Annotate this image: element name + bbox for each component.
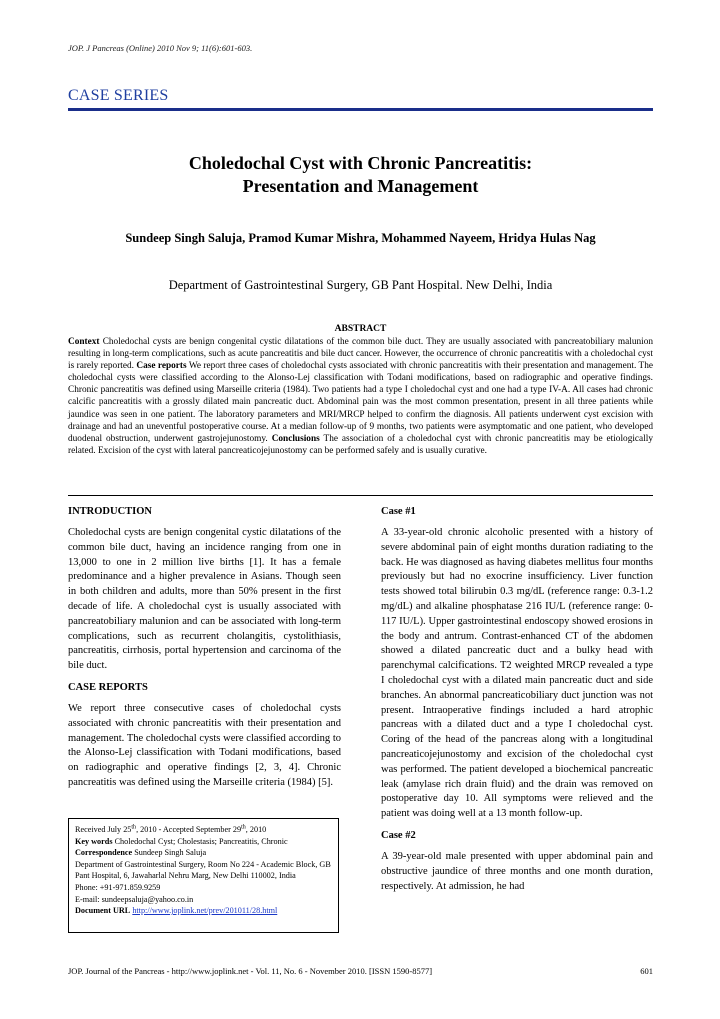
correspondence-address: Department of Gastrointestinal Surgery, Room No 224 - Academic Block, GB Pant Hospital, 6, Jawaharlal Nehru Marg, New Delhi 110002, India: [75, 859, 331, 881]
affiliation: Department of Gastrointestinal Surgery, GB Pant Hospital. New Delhi, India: [168, 278, 553, 292]
article-info-box: [68, 818, 339, 933]
abstract-context-label: Context: [68, 337, 100, 347]
keywords: Key words Choledochal Cyst; Cholestasis; Pancreatitis, Chronic: [75, 836, 288, 846]
correspondence: Correspondence Sundeep Singh Saluja: [75, 848, 207, 858]
document-url: Document URL http://www.joplink.net/prev/201011/28.html: [75, 906, 278, 916]
case-reports-text: We report three consecutive cases of choledochal cysts associated with chronic pancreatitis with their presentation and management. The choledochal cysts were classified according to the Alonso-Lej classification with Todani modifications, based on radiographic and operative findings [2, 3, 4]. Chronic pancreatitis was defined using the Marseille criteria (1984) [5].: [68, 702, 341, 788]
page-number: 601: [640, 966, 653, 976]
abstract-conclusions-text: The association of a choledochal cyst with chronic pancreatitis may be etiologically related. Excision of the cyst with lateral pancreaticojejunostomy can be performed safely and is usually curative.: [68, 433, 653, 456]
abstract-case-text: We report three cases of choledochal cysts associated with chronic pancreatitis with their presentation and management. The choledochal cysts were classified according to the Alonso-Lej classification with Todani modifications, based on radiographic and operative findings. Chronic pancreatitis was defined using Marseille criteria (1984). Two patients had a type I choledochal cyst and one had a type IV-A. All cases had chronic calcific pancreatitis with a grossly dilated main pancreatic duct. Abdominal pain was the most common presentation, present in all three patients while jaundice was seen in one patient. The laboratory parameters and MRI/MRCP helped to confirm the diagnosis. All patients underwent cyst excision with drainage and had an uneventful postoperative course. At a median follow-up of 9 months, two patients were asymptomatic and one patient, who developed duodenal obstruction, underwent gastrojejunostomy.: [68, 361, 653, 444]
article-title: [68, 152, 653, 198]
section-rule: [68, 108, 653, 111]
right-column: [381, 505, 653, 894]
correspondence-phone: Phone: +91-971.859.9259: [75, 882, 161, 892]
abstract-case-label: Case reports: [136, 361, 187, 372]
case-1-heading: Case #1: [381, 506, 416, 517]
abstract-rule: [68, 495, 653, 496]
correspondence-email: E-mail: sundeepsaluja@yahoo.co.in: [75, 894, 194, 904]
running-head: JOP. J Pancreas (Online) 2010 Nov 9; 11(6):601-603.: [68, 43, 253, 53]
section-label: CASE SERIES: [68, 87, 169, 104]
introduction-text: Choledochal cysts are benign congenital cystic dilatations of the common bile duct, having an incidence ranging from one in 13,000 to one in 2 million live births [1]. It has a female predominance and a higher prevalence in Asians. Though seen in both children and adults, more than 50% present in the first decade of life. A choledochal cyst is usually associated with pancreatobiliary malunion and can be associated with long-term complications, such as recurrent cholangitis, cystolithiasis, pancreatitis, cirrhosis, portal hypertension and carcinoma of the bile duct.: [68, 527, 341, 672]
case-2-heading: Case #2: [381, 829, 416, 841]
page-footer: [68, 966, 653, 976]
left-column: [68, 505, 341, 791]
document-url-link[interactable]: http://www.joplink.net/prev/201011/28.html: [132, 906, 278, 916]
authors: Sundeep Singh Saluja, Pramod Kumar Mishra, Mohammed Nayeem, Hridya Hulas Nag: [125, 231, 596, 245]
title-line-1: Choledochal Cyst with Chronic Pancreatitis:: [188, 153, 533, 173]
abstract-context-text: Choledochal cysts are benign congenital cystic dilatations of the common bile duct. They are usually associated with pancreatobiliary malunion resulting in long-term complications, such as acute pancreatitis and bile duct cancer. However, the occurrence of chronic pancreatitis with a choledochal cyst is rarely reported.: [68, 337, 653, 372]
case-reports-heading: CASE REPORTS: [68, 681, 148, 693]
received-dates: Received July 25th, 2010 - Accepted September 29th, 2010: [75, 824, 267, 834]
case-2-text: A 39-year-old male presented with upper abdominal pain and obstructive jaundice of three months and one month duration, respectively. At admission, he had: [381, 850, 653, 892]
abstract-heading: ABSTRACT: [334, 324, 387, 334]
abstract-body: [68, 336, 653, 457]
introduction-heading: INTRODUCTION: [68, 506, 153, 517]
case-1-text: A 33-year-old chronic alcoholic presented with a history of severe abdominal pain of eight months duration radiating to the back. He was diagnosed as having diabetes mellitus four months previously but had no exocrine insufficiency. Liver function tests showed total bilirubin 0.3 mg/dL (reference range: 0.3-1.2 mg/dL) and alkaline phosphatase 216 IU/L (reference range: 0-117 IU/L). Upper gastrointestinal endoscopy showed erosions in the body and antrum. Contrast-enhanced CT of the abdomen showed a dilated pancreatic duct and a bulky head with parenchymal calcifications. T2 weighted MRCP revealed a type I choledochal cyst with a dilated main pancreatic duct and side branches. An abnormal pancreaticobiliary duct junction was not present. Intraoperative findings included a hard atrophic pancreas with a dilated duct and a type I choledochal cyst. Coring of the head of the pancreas along with a longitudinal pancreaticojejunostomy and excision of the choledochal cyst was performed. The patient developed a biochemical pancreatic leak (amylase rich drain fluid) and the drain was removed on postoperative day 10. All symptoms were relieved and the patient was doing well at a 13 month follow-up.: [381, 527, 653, 820]
abstract-conclusions-label: Conclusions: [271, 433, 320, 444]
footer-text: JOP. Journal of the Pancreas - http://www.joplink.net - Vol. 11, No. 6 - November 2010. [ISSN 1590-8577]: [68, 966, 433, 976]
title-line-2: Presentation and Management: [242, 176, 479, 196]
